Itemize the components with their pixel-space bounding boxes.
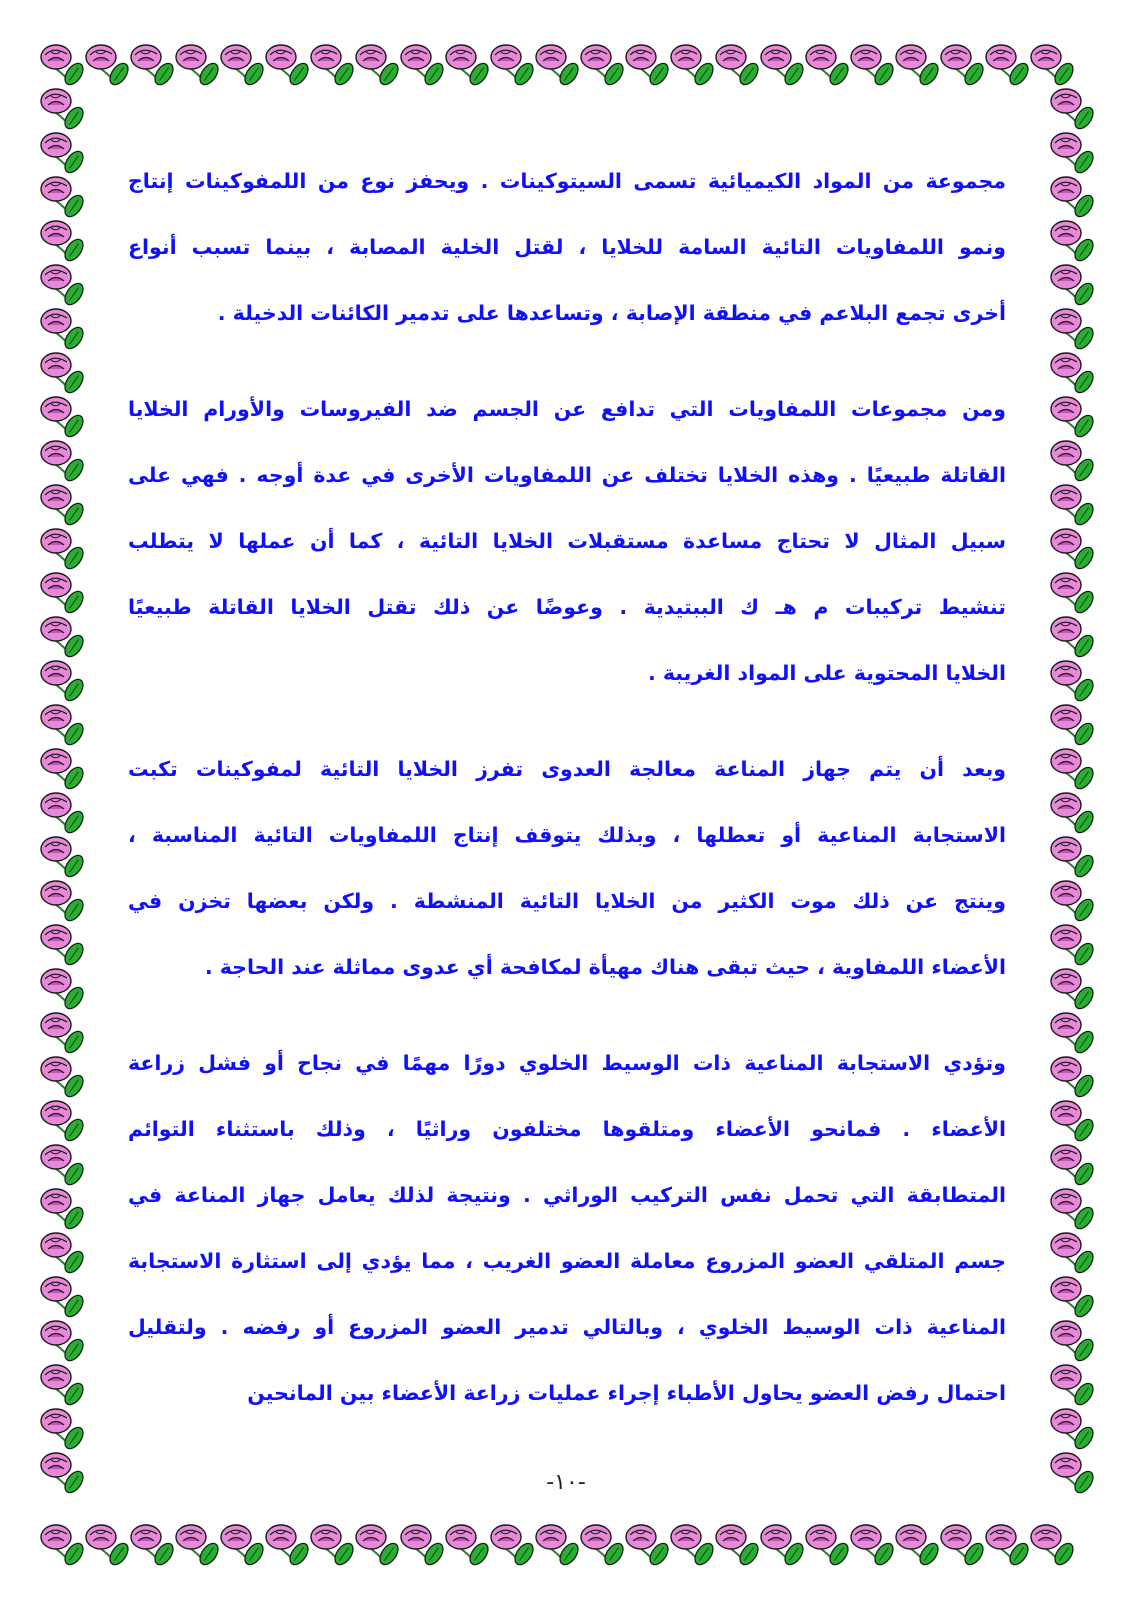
rose-icon [671,1525,717,1568]
rose-icon [1051,309,1097,352]
rose-icon [1051,1145,1097,1188]
rose-icon [806,1525,852,1568]
rose-icon [1051,661,1097,704]
rose-icon [1051,441,1097,484]
rose-icon [896,45,942,88]
rose-icon [1051,221,1097,264]
rose-icon [1051,529,1097,572]
rose-icon [716,45,762,88]
rose-icon [311,45,357,88]
rose-icon [1051,1409,1097,1452]
text-line: القاتلة طبيعيًا . وهذه الخلايا تختلف عن اللمفاويات الأخرى في عدة أوجه . فهي على [128,463,1006,487]
rose-icon [41,1233,87,1276]
rose-icon [41,1101,87,1144]
rose-icon [41,529,87,572]
rose-icon [1051,133,1097,176]
rose-icon [41,573,87,616]
rose-icon [1051,1101,1097,1144]
rose-icon [41,1057,87,1100]
text-line: وبعد أن يتم جهاز المناعة معالجة العدوى تفرز الخلايا التائية لمفوكينات تكبت [128,757,1006,781]
paragraph [128,1030,1006,1426]
rose-icon [86,1525,132,1568]
rose-icon [176,45,222,88]
rose-icon [581,1525,627,1568]
rose-icon [1051,397,1097,440]
rose-icon [41,397,87,440]
paragraph [128,148,1006,346]
rose-icon [176,1525,222,1568]
text-line: احتمال رفض العضو يحاول الأطباء إجراء عمليات زراعة الأعضاء بين المانحين [247,1381,1006,1405]
rose-icon [41,793,87,836]
rose-icon [266,45,312,88]
rose-icon [1051,705,1097,748]
text-line: الاستجابة المناعية أو تعطلها ، وبذلك يتوقف إنتاج اللمفاويات التائية المناسبة ، [128,823,1006,847]
rose-icon [1051,617,1097,660]
rose-icon [131,1525,177,1568]
rose-icon [41,1409,87,1452]
rose-icon [446,1525,492,1568]
rose-icon [1031,1525,1077,1568]
rose-icon [41,1013,87,1056]
rose-icon [41,1365,87,1408]
rose-icon [41,1525,87,1568]
rose-icon [626,1525,672,1568]
text-line: المناعية ذات الوسيط الخلوي ، وبالتالي تدمير العضو المزروع أو رفضه . ولتقليل [128,1315,1006,1339]
rose-icon [851,45,897,88]
rose-icon [1051,1453,1097,1496]
rose-icon [41,309,87,352]
rose-icon [41,177,87,220]
rose-icon [41,837,87,880]
rose-icon [446,45,492,88]
rose-icon [41,485,87,528]
rose-icon [1051,1277,1097,1320]
text-line: وينتج عن ذلك موت الكثير من الخلايا التائية المنشطة . ولكن بعضها تخزن في [128,889,1006,913]
rose-icon [1051,925,1097,968]
rose-icon [671,45,717,88]
text-line: أخرى تجمع البلاعم في منطقة الإصابة ، وتساعدها على تدمير الكائنات الدخيلة . [217,301,1006,325]
text-line: المتطابقة التي تحمل نفس التركيب الوراثي . ونتيجة لذلك يعامل جهاز المناعة في [128,1183,1006,1207]
rose-icon [761,1525,807,1568]
rose-icon [536,45,582,88]
rose-icon [86,45,132,88]
rose-icon [806,45,852,88]
text-line: الأعضاء . فمانحو الأعضاء ومتلقوها مختلفون وراثيًا ، وذلك باستثناء التوائم [128,1117,1006,1141]
rose-icon [41,133,87,176]
rose-icon [1051,353,1097,396]
rose-icon [41,969,87,1012]
rose-icon [41,221,87,264]
rose-icon [491,45,537,88]
rose-icon [41,1145,87,1188]
text-line: الأعضاء اللمفاوية ، حيث تبقى هناك مهيأة لمكافحة أي عدوى مماثلة عند الحاجة . [204,955,1006,979]
text-line: سبيل المثال لا تحتاج مساعدة مستقبلات الخلايا التائية ، كما أن عملها لا يتطلب [128,529,1006,553]
rose-icon [1051,89,1097,132]
rose-icon [1051,177,1097,220]
text-line: مجموعة من المواد الكيميائية تسمى السيتوكينات . ويحفز نوع من اللمفوكينات إنتاج [128,169,1006,193]
rose-icon [626,45,672,88]
rose-icon [401,1525,447,1568]
rose-icon [41,705,87,748]
rose-icon [716,1525,762,1568]
rose-icon [851,1525,897,1568]
rose-icon [536,1525,582,1568]
rose-icon [1051,1233,1097,1276]
page-number: -١٠- [546,1470,586,1495]
text-line: وتؤدي الاستجابة المناعية ذات الوسيط الخلوي دورًا مهمًا في نجاح أو فشل زراعة [128,1051,1006,1075]
rose-icon [41,45,87,88]
rose-icon [581,45,627,88]
rose-icon [491,1525,537,1568]
rose-icon [761,45,807,88]
rose-icon [41,661,87,704]
rose-icon [356,1525,402,1568]
rose-icon [941,45,987,88]
rose-icon [1051,265,1097,308]
rose-icon [401,45,447,88]
rose-icon [1051,1321,1097,1364]
rose-icon [1051,573,1097,616]
rose-icon [41,881,87,924]
rose-icon [1051,485,1097,528]
rose-icon [1051,749,1097,792]
rose-icon [41,1453,87,1496]
document-body [128,148,1006,1456]
rose-icon [1031,45,1077,88]
rose-icon [356,45,402,88]
rose-icon [1051,1365,1097,1408]
paragraph [128,736,1006,1000]
rose-icon [311,1525,357,1568]
rose-icon [1051,1057,1097,1100]
text-line: ونمو اللمفاويات التائية السامة للخلايا ، لقتل الخلية المصابة ، بينما تسبب أنواع [128,235,1006,259]
rose-icon [41,1321,87,1364]
rose-icon [896,1525,942,1568]
rose-icon [1051,881,1097,924]
rose-icon [1051,837,1097,880]
rose-icon [41,353,87,396]
rose-icon [41,265,87,308]
text-line: تنشيط تركيبات م هـ ك الببتيدية . وعوضًا عن ذلك تقتل الخلايا القاتلة طبيعيًا [128,595,1006,619]
text-line: جسم المتلقي العضو المزروع معاملة العضو الغريب ، مما يؤدي إلى استثارة الاستجابة [128,1249,1006,1273]
text-line: ومن مجموعات اللمفاويات التي تدافع عن الجسم ضد الفيروسات والأورام الخلايا [128,397,1006,421]
rose-icon [1051,969,1097,1012]
rose-icon [221,1525,267,1568]
rose-icon [41,1277,87,1320]
rose-icon [41,1189,87,1232]
rose-icon [1051,1013,1097,1056]
rose-icon [41,89,87,132]
rose-icon [131,45,177,88]
rose-icon [266,1525,312,1568]
rose-icon [41,441,87,484]
text-line: الخلايا المحتوية على المواد الغريبة . [647,661,1006,685]
rose-icon [986,45,1032,88]
rose-icon [941,1525,987,1568]
rose-icon [1051,1189,1097,1232]
rose-icon [986,1525,1032,1568]
rose-icon [41,749,87,792]
rose-icon [41,925,87,968]
rose-icon [1051,793,1097,836]
paragraph [128,376,1006,706]
rose-icon [221,45,267,88]
rose-icon [41,617,87,660]
